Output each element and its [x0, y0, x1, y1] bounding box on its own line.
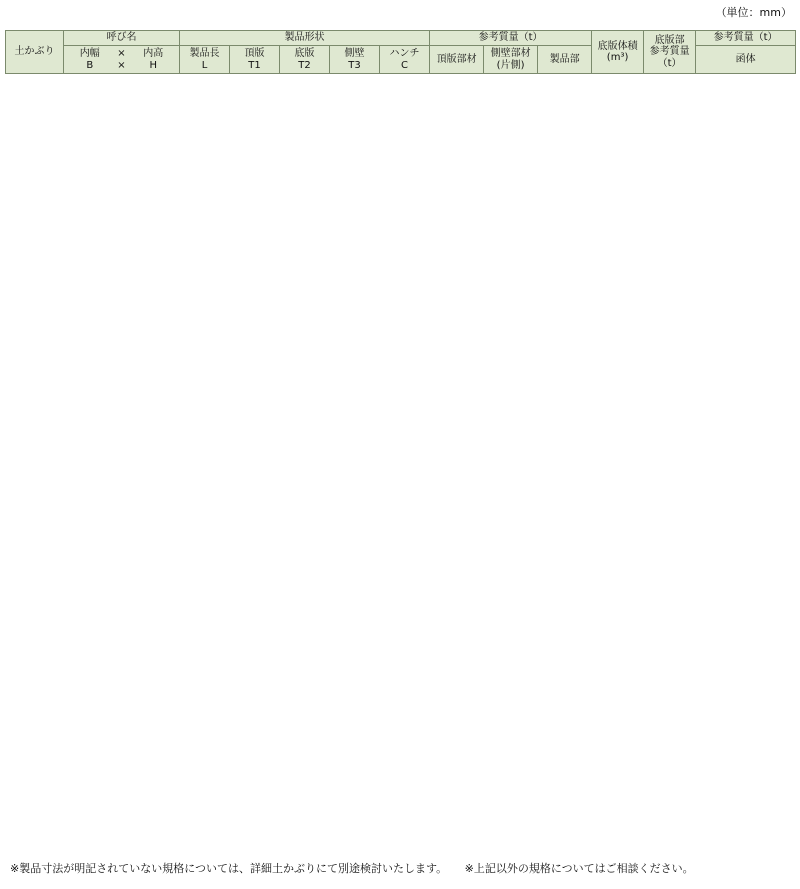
- inner-width-header: 内幅 B: [64, 46, 116, 74]
- solid-header: 函体: [696, 46, 796, 74]
- wall-header: 側壁 T3: [330, 46, 380, 74]
- footnote-1: ※製品寸法が明記されていない規格については、詳細土かぶりにて別途検討いたします。: [10, 862, 448, 875]
- footnotes: [10, 860, 708, 876]
- haunch-header: ハンチ C: [380, 46, 430, 74]
- weight-group-header: 参考質量（t）: [430, 31, 592, 46]
- length-header: 製品長 L: [180, 46, 230, 74]
- shape-group-header: 製品形状: [180, 31, 430, 46]
- box-culvert-spec-table: [5, 30, 796, 74]
- bottom-header: 底版 T2: [280, 46, 330, 74]
- footnote-2: ※上記以外の規格についてはご相談ください。: [464, 862, 694, 875]
- times-header: × ×: [116, 46, 128, 74]
- top-part-header: 頂版部材: [430, 46, 484, 74]
- unit-note: （単位：mm）: [715, 6, 792, 19]
- base-part-header: 底版部 参考質量 （t）: [644, 31, 696, 74]
- ref-weight-header: 参考質量（t）: [696, 31, 796, 46]
- product-part-header: 製品部: [538, 46, 592, 74]
- nominal-header: 呼び名: [64, 31, 180, 46]
- base-area-header: 底版体積 (m³): [592, 31, 644, 74]
- soil-cover-header: 土かぶり: [6, 31, 64, 74]
- inner-height-header: 内高 H: [128, 46, 180, 74]
- wall-part-header: 側壁部材 (片側): [484, 46, 538, 74]
- top-header: 頂版 T1: [230, 46, 280, 74]
